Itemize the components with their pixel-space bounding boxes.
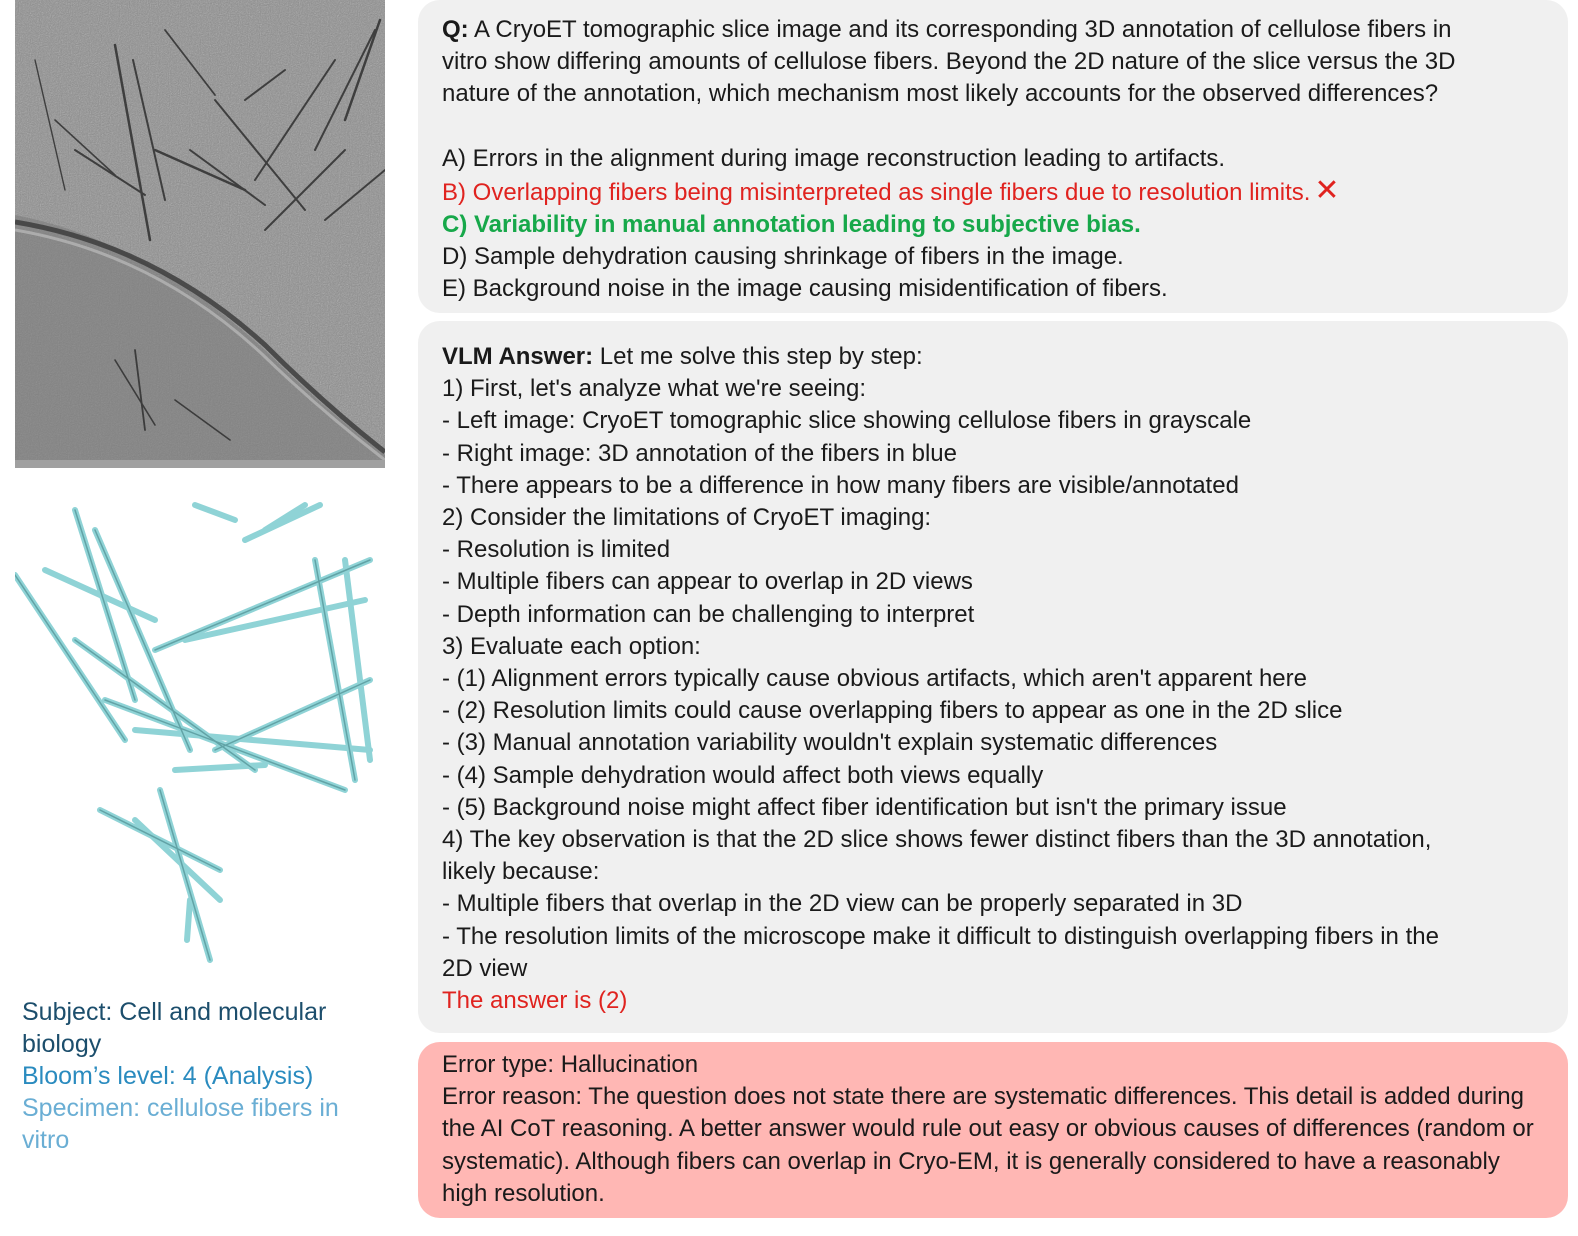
error-type: Error type: Hallucination: [442, 1051, 699, 1078]
fiber-annotation-3d: [15, 500, 375, 970]
tomogram-slice-image: [15, 0, 385, 468]
final-answer: The answer is (2): [442, 987, 628, 1015]
figure-metadata: [22, 996, 382, 1156]
option-d: D) Sample dehydration causing shrinkage of fibers in the image.: [442, 243, 1124, 271]
answer-line: - Depth information can be challenging to interpret: [442, 600, 975, 628]
wrong-x-icon: ✕: [1314, 173, 1340, 207]
bloom-level-label: Bloom’s level: 4 (Analysis): [22, 1062, 314, 1090]
subject-label: Subject: Cell and molecular biology: [22, 998, 327, 1058]
answer-line: - Multiple fibers that overlap in the 2D view can be properly separated in 3D: [442, 890, 1243, 918]
tomogram-svg: [15, 0, 385, 468]
question-line-3: nature of the annotation, which mechanism most likely accounts for the observed differences?: [442, 80, 1439, 108]
option-b-wrong: B) Overlapping fibers being misinterpreted as single fibers due to resolution limits. ✕: [442, 173, 1340, 207]
answer-line: - (2) Resolution limits could cause overlapping fibers to appear as one in the 2D slice: [442, 697, 1343, 725]
answer-line: likely because:: [442, 858, 600, 886]
answer-prefix: VLM Answer:: [442, 343, 594, 370]
answer-line: - (1) Alignment errors typically cause obvious artifacts, which aren't apparent here: [442, 665, 1307, 693]
answer-line: 4) The key observation is that the 2D slice shows fewer distinct fibers than the 3D annotation,: [442, 826, 1432, 854]
question-line-2: vitro show differing amounts of cellulose fibers. Beyond the 2D nature of the slice versus the 3D: [442, 48, 1456, 76]
vlm-answer-panel: [418, 321, 1568, 1033]
answer-line-1: VLM Answer: Let me solve this step by step:: [442, 343, 923, 370]
answer-line: - Resolution is limited: [442, 536, 671, 564]
question-prefix: Q:: [442, 16, 469, 43]
answer-line: 2D view: [442, 954, 528, 982]
answer-line: 2) Consider the limitations of CryoET imaging:: [442, 504, 932, 532]
figure-column: [0, 0, 400, 1236]
question-panel: [418, 0, 1568, 313]
answer-line: - (4) Sample dehydration would affect both views equally: [442, 761, 1044, 789]
error-reason: Error reason: The question does not state there are systematic differences. This detail is added during the AI CoT reasoning. A better answer would rule out easy or obvious causes of differences (random or systematic). Although fibers can overlap in Cryo-EM, it is generally considered to have a reasonably high resolution.: [442, 1083, 1534, 1207]
option-c-correct: C) Variability in manual annotation leading to subjective bias.: [442, 211, 1141, 239]
specimen-label: Specimen: cellulose fibers in vitro: [22, 1094, 339, 1154]
answer-line: - Right image: 3D annotation of the fibers in blue: [442, 439, 957, 467]
answer-line: 3) Evaluate each option:: [442, 632, 701, 660]
answer-line: - Left image: CryoET tomographic slice showing cellulose fibers in grayscale: [442, 407, 1252, 435]
answer-line: - Multiple fibers can appear to overlap in 2D views: [442, 568, 973, 596]
answer-line: - There appears to be a difference in how many fibers are visible/annotated: [442, 471, 1239, 499]
error-panel: [418, 1042, 1568, 1218]
answer-line: - The resolution limits of the microscope make it difficult to distinguish overlapping fibers in the: [442, 922, 1439, 950]
question-line-1: Q: A CryoET tomographic slice image and its corresponding 3D annotation of cellulose fibers in: [442, 16, 1452, 43]
option-e: E) Background noise in the image causing misidentification of fibers.: [442, 275, 1168, 303]
annotation-svg: [15, 500, 375, 970]
answer-line: - (3) Manual annotation variability wouldn't explain systematic differences: [442, 729, 1218, 757]
option-a: A) Errors in the alignment during image reconstruction leading to artifacts.: [442, 144, 1226, 172]
answer-line: 1) First, let's analyze what we're seeing:: [442, 375, 867, 403]
answer-line: - (5) Background noise might affect fiber identification but isn't the primary issue: [442, 793, 1287, 821]
